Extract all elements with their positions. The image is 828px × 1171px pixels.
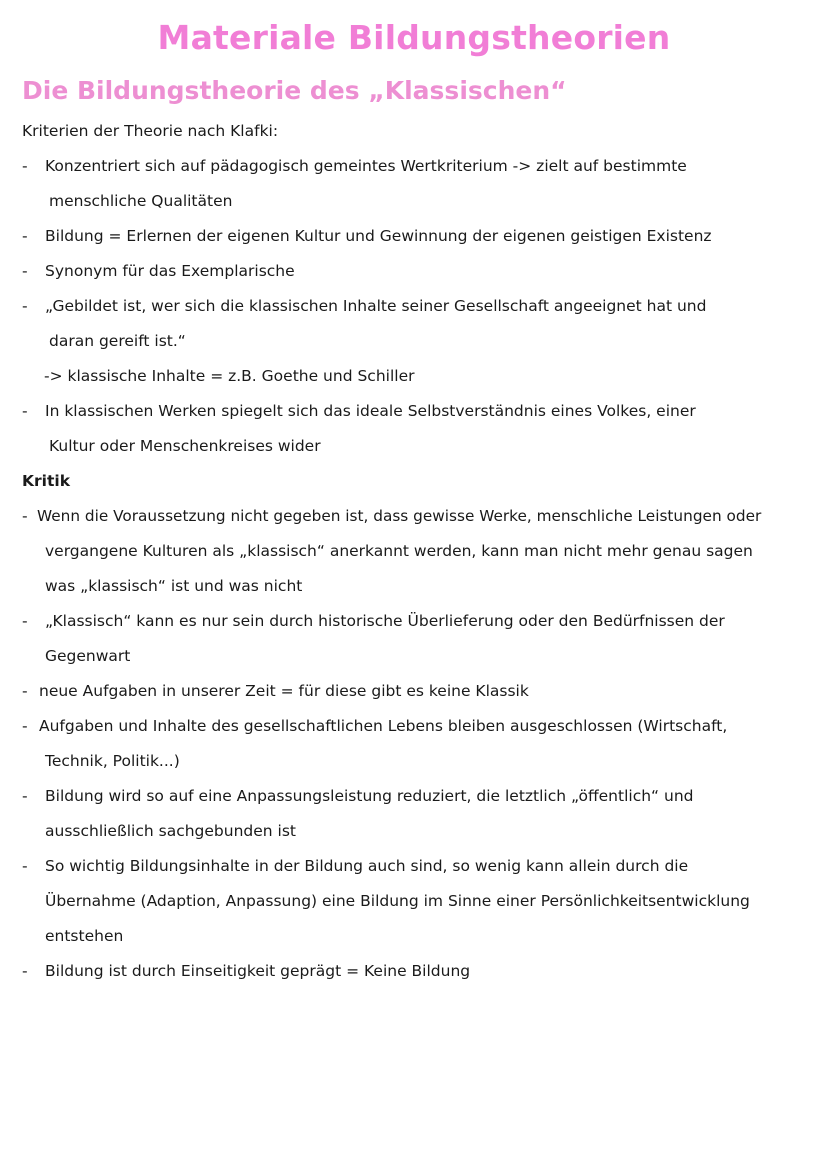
criteria-note: -> klassische Inhalte = z.B. Goethe und Schiller <box>44 367 415 385</box>
list-item-text: Kultur oder Menschenkreises wider <box>49 437 321 455</box>
list-item-text: Übernahme (Adaption, Anpassung) eine Bildung im Sinne einer Persönlichkeitsentwicklung <box>45 892 750 910</box>
list-item-text: was „klassisch“ ist und was nicht <box>45 577 303 595</box>
list-item-text: Konzentriert sich auf pädagogisch gemeintes Wertkriterium -> zielt auf bestimmte <box>45 157 687 175</box>
bullet-dash: - <box>22 157 28 175</box>
critique-heading: Kritik <box>22 472 70 490</box>
list-item <box>22 709 812 779</box>
list-item <box>22 954 812 989</box>
bullet-dash: - <box>22 857 28 875</box>
section-subtitle: Die Bildungstheorie des „Klassischen“ <box>22 76 567 105</box>
document-body <box>22 114 812 989</box>
page-title: Materiale Bildungstheorien <box>157 18 671 57</box>
bullet-dash: - <box>22 227 28 245</box>
list-item-text: In klassischen Werken spiegelt sich das ideale Selbstverständnis eines Volkes, einer <box>45 402 696 420</box>
list-item-text: Aufgaben und Inhalte des gesellschaftlichen Lebens bleiben ausgeschlossen (Wirtschaft, <box>39 717 728 735</box>
list-item-text: „Klassisch“ kann es nur sein durch historische Überlieferung oder den Bedürfnissen der <box>45 612 725 630</box>
list-item <box>22 604 812 674</box>
bullet-dash: - <box>22 612 28 630</box>
list-item-text: Wenn die Voraussetzung nicht gegeben ist, dass gewisse Werke, menschliche Leistungen oder <box>37 507 762 525</box>
bullet-dash: - <box>22 682 28 700</box>
bullet-dash: - <box>22 507 28 525</box>
criteria-heading: Kriterien der Theorie nach Klafki: <box>22 122 279 140</box>
bullet-dash: - <box>22 262 28 280</box>
list-item <box>22 289 812 359</box>
list-item-text: Bildung ist durch Einseitigkeit geprägt = Keine Bildung <box>45 962 471 980</box>
list-item-text: menschliche Qualitäten <box>49 192 233 210</box>
list-item-text: Bildung wird so auf eine Anpassungsleistung reduziert, die letztlich „öffentlich“ und <box>45 787 694 805</box>
list-item-text: „Gebildet ist, wer sich die klassischen Inhalte seiner Gesellschaft angeeignet hat und <box>45 297 707 315</box>
list-item <box>22 779 812 849</box>
list-item <box>22 674 812 709</box>
list-item-text: Gegenwart <box>45 647 131 665</box>
bullet-dash: - <box>22 717 28 735</box>
list-item-text: So wichtig Bildungsinhalte in der Bildung auch sind, so wenig kann allein durch die <box>45 857 689 875</box>
list-item-text: daran gereift ist.“ <box>49 332 186 350</box>
list-item-text: ausschließlich sachgebunden ist <box>45 822 296 840</box>
list-item-text: Bildung = Erlernen der eigenen Kultur und Gewinnung der eigenen geistigen Existenz <box>45 227 712 245</box>
list-item <box>22 254 812 289</box>
list-item-text: vergangene Kulturen als „klassisch“ anerkannt werden, kann man nicht mehr genau sagen <box>45 542 753 560</box>
bullet-dash: - <box>22 402 28 420</box>
list-item-text: neue Aufgaben in unserer Zeit = für diese gibt es keine Klassik <box>39 682 529 700</box>
list-item-text: entstehen <box>45 927 124 945</box>
bullet-dash: - <box>22 962 28 980</box>
list-item-text: Synonym für das Exemplarische <box>45 262 295 280</box>
bullet-dash: - <box>22 297 28 315</box>
list-item <box>22 219 812 254</box>
bullet-dash: - <box>22 787 28 805</box>
list-item <box>22 149 812 219</box>
list-item-text: Technik, Politik...) <box>45 752 180 770</box>
list-item <box>22 849 812 954</box>
list-item <box>22 394 812 464</box>
list-item <box>22 499 812 604</box>
